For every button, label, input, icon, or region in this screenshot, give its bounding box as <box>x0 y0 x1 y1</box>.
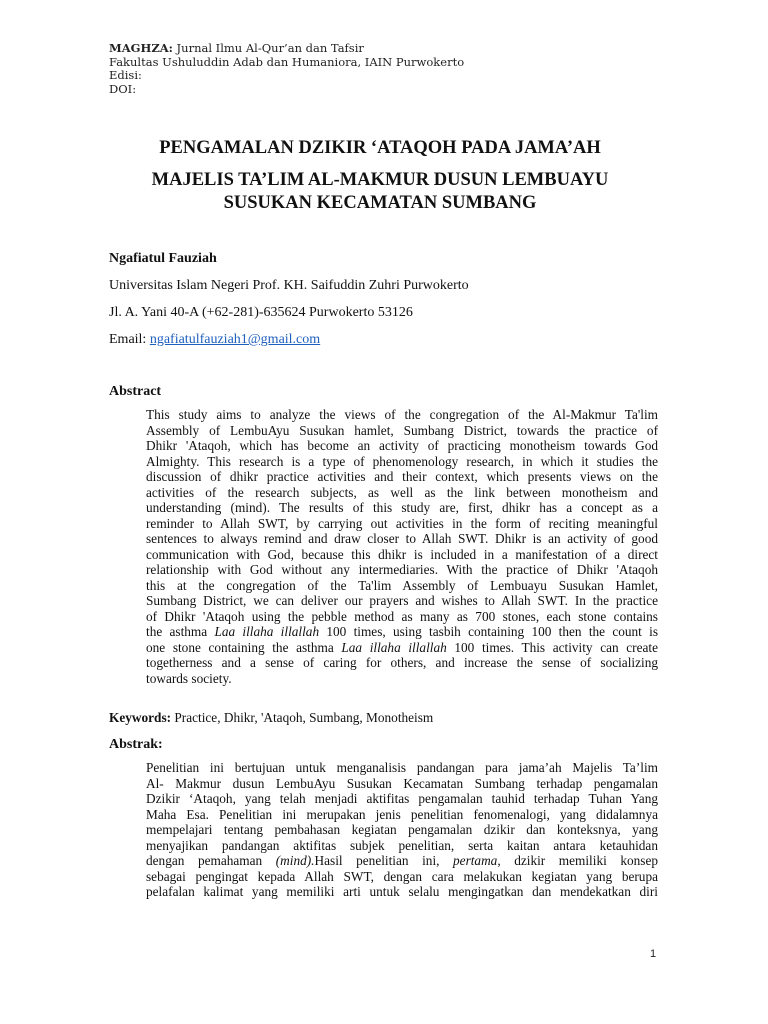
keywords-row <box>109 710 433 726</box>
abstract-line: activities of the research subjects, as well as the link between monotheism and <box>146 484 658 500</box>
abstract-line: one stone containing the asthma Laa illaha illallah 100 times. This activity can create <box>146 639 658 655</box>
abstract-line: Dhikr 'Ataqoh, which has become an activity of practicing monotheism towards God <box>146 438 658 453</box>
abstract-line: togetherness and a sense of caring for others, and increase the sense of socializing <box>146 655 658 670</box>
abstract-line: Almighty. This research is a type of phenomenology research, in which it studies the <box>146 453 658 469</box>
page-number: 1 <box>650 948 657 960</box>
abstract-line: sentences to always remind and draw closer to Allah SWT. Dhikr is an activity of good <box>146 531 658 546</box>
journal-faculty: Fakultas Ushuluddin Adab dan Humaniora, IAIN Purwokerto <box>109 54 465 69</box>
abstract-line: Assembly of LembuAyu Susukan hamlet, Sumbang District, towards the practice of <box>146 422 658 438</box>
author-name: Ngafiatul Fauziah <box>109 251 217 266</box>
title-line-2: MAJELIS TA’LIM AL-MAKMUR DUSUN LEMBUAYU <box>151 169 609 190</box>
abstract-line: of Dhikr 'Ataqoh using the pebble method as many as 700 stones, each stone contains <box>146 608 658 624</box>
journal-name: MAGHZA: Jurnal Ilmu Al-Qur’an dan Tafsir <box>109 41 364 55</box>
abstrak-line: Penelitian ini bertujuan untuk menganalisis pandangan para jama’ah Majelis Ta’lim <box>146 760 658 775</box>
abstract-line: the asthma Laa illaha illallah 100 times, using tasbih containing 100 then the count is <box>146 624 658 639</box>
abstract-line: Sumbang District, we can deliver our prayers and wishes to Allah SWT. In the practice <box>146 593 658 608</box>
abstract-line: reminder to Allah SWT, by carrying out activities in the form of reciting meaningful <box>146 515 658 531</box>
abstract-line: relationship with God without any intermediaries. With the practice of Dhikr 'Ataqoh <box>146 562 658 577</box>
author-affiliation: Universitas Islam Negeri Prof. KH. Saifuddin Zuhri Purwokerto <box>109 278 469 293</box>
abstrak-heading: Abstrak: <box>109 737 163 752</box>
abstract-line: discussion of dhikr practice activities and their context, which presents views on the <box>146 469 658 484</box>
abstrak-line: pelafalan kalimat yang memiliki arti untuk selalu mengingatkan dan mendekatkan diri <box>146 884 658 899</box>
abstract-heading: Abstract <box>109 384 162 399</box>
abstract-line: This study aims to analyze the views of the congregation of the Al-Makmur Ta'lim <box>146 407 658 422</box>
abstrak-paragraph <box>146 760 658 900</box>
abstrak-line: sebagai pengingat kepada Allah SWT, dengan cara melakukan kegiatan yang berupa <box>146 868 658 884</box>
abstract-paragraph <box>146 407 658 686</box>
keywords-value: Practice, Dhikr, 'Ataqoh, Sumbang, Monotheism <box>171 710 434 725</box>
abstrak-line: Dzikir ‘Ataqoh, yang telah menjadi aktifitas pengamalan tauhid terhadap Tuhan Yang <box>146 791 658 806</box>
author-email-link[interactable]: ngafiatulfauziah1@gmail.com <box>149 332 321 347</box>
abstract-line: communication with God, because this dhikr is included in a manifestation of a direct <box>146 546 658 562</box>
abstract-line: towards society. <box>146 670 232 686</box>
author-address: Jl. A. Yani 40-A (+62-281)-635624 Purwokerto 53126 <box>109 305 413 320</box>
title-line-1: PENGAMALAN DZIKIR ‘ATAQOH PADA JAMA’AH <box>159 138 601 158</box>
paper-title <box>109 137 651 216</box>
journal-doi: DOI: <box>109 81 137 96</box>
abstract-line: understanding (mind). The results of this study are, first, dhikr has a concept as a <box>146 500 658 515</box>
journal-edition: Edisi: <box>109 68 142 82</box>
abstrak-line: mempelajari tentang pembahasan kegiatan pengamalan dzikir dan konteksnya, yang <box>146 822 658 837</box>
abstrak-line: menyajikan pandangan aktifitas subjek penelitian, serta kaitan antara ketauhidan <box>146 837 658 853</box>
abstrak-line: dengan pemahaman (mind).Hasil penelitian ini, pertama, dzikir memiliki konsep <box>146 853 658 868</box>
abstrak-line: Maha Esa. Penelitian ini merupakan jenis penelitian fenomenalogi, yang didalamnya <box>146 806 658 822</box>
title-line-3: SUSUKAN KECAMATAN SUMBANG <box>223 193 537 213</box>
keywords-label: Keywords: <box>109 710 172 725</box>
journal-header <box>109 42 669 96</box>
abstract-line: this at the congregation of the Ta'lim Assembly of Lembuayu Susukan Hamlet, <box>146 577 658 593</box>
abstrak-line: Al- Makmur dusun LembuAyu Susukan Kecamatan Sumbang terhadap pengamalan <box>146 775 658 791</box>
author-email-row: Email: ngafiatulfauziah1@gmail.com <box>109 332 321 347</box>
